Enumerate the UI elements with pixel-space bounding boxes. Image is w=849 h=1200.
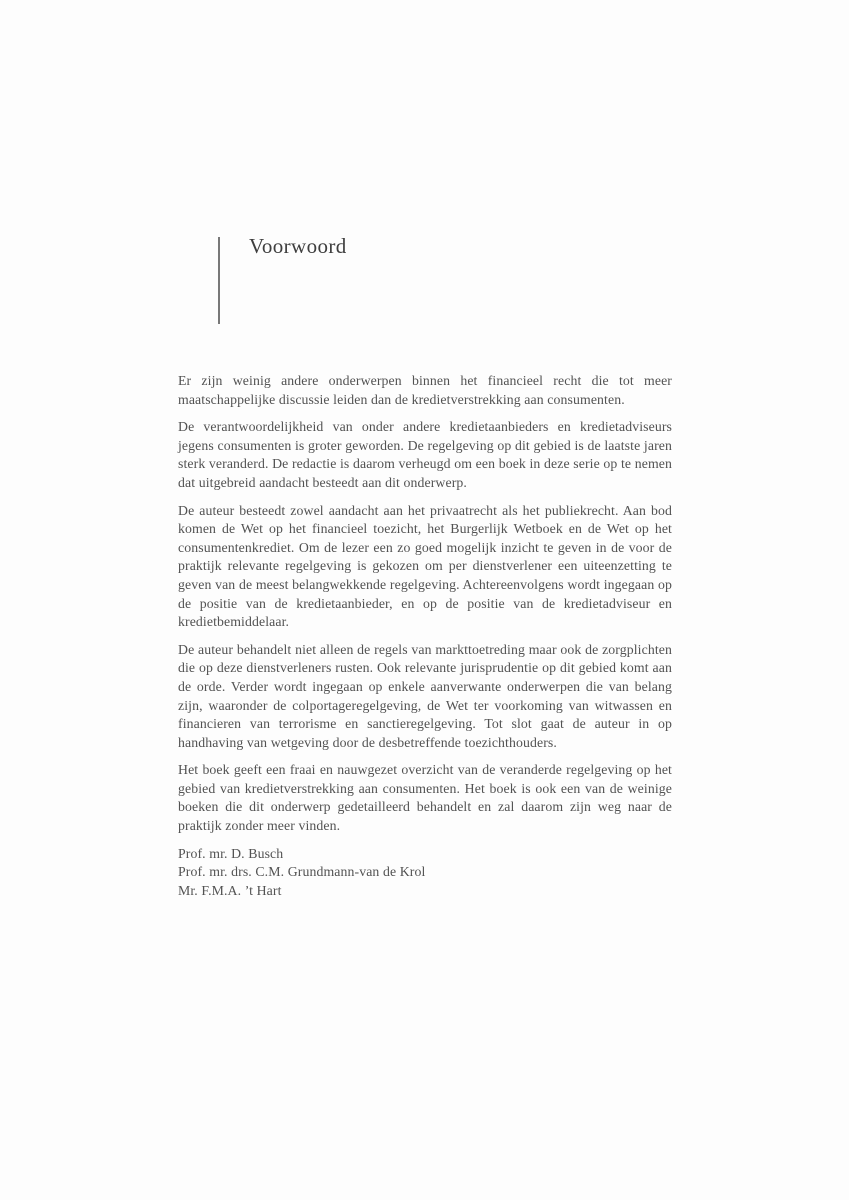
foreword-paragraph-1: Er zijn weinig andere onderwerpen binnen het financieel recht die tot meer maatschappelijke discussie leiden dan de kredietverstrekking aan consumenten. [178, 373, 672, 407]
foreword-paragraph-2: De verantwoordelijkheid van onder andere kredietaanbieders en kredietadviseurs jegens consumenten is groter geworden. De regelgeving op dit gebied is de laatste jaren sterk veranderd. De redactie is daarom verheugd om een boek in deze serie op te nemen dat uitgebreid aandacht besteedt aan dit onderwerp. [178, 419, 672, 490]
signature-block [178, 845, 672, 901]
chapter-title-block [218, 234, 347, 259]
foreword-paragraph-4: De auteur behandelt niet alleen de regels van markttoetreding maar ook de zorgplichten die op deze dienstverleners rusten. Ook relevante jurisprudentie op dit gebied komt aan de orde. Verder wordt ingegaan op enkele aanverwante onderwerpen die van belang zijn, waaronder de colportageregelgeving, de Wet ter voorkoming van witwassen en financieren van terrorisme en sanctieregelgeving. Tot slot gaat de auteur in op handhaving van wetgeving door de desbetreffende toezichthouders. [178, 641, 672, 750]
signature-line-1: Prof. mr. D. Busch [178, 845, 284, 861]
foreword-body [178, 372, 672, 900]
foreword-paragraph-3: De auteur besteedt zowel aandacht aan het privaatrecht als het publiekrecht. Aan bod komen de Wet op het financieel toezicht, het Burgerlijk Wetboek en de Wet op het consumentenkrediet. Om de lezer een zo goed mogelijk inzicht te geven in de voor de praktijk relevante regelgeving is gekozen om per dienstverlener een uiteenzetting te geven van de meest belangwekkende regelgeving. Achtereenvolgens wordt ingegaan op de positie van de kredietaanbieder, en op de positie van de kredietadviseur en kredietbemiddelaar. [178, 502, 672, 630]
page-title: Voorwoord [249, 234, 347, 258]
signature-line-3: Mr. F.M.A. ’t Hart [178, 882, 282, 898]
foreword-paragraph-5: Het boek geeft een fraai en nauwgezet overzicht van de veranderde regelgeving op het gebied van kredietverstrekking aan consumenten. Het boek is ook een van de weinige boeken die dit onderwerp gedetailleerd behandelt en zal daarom zijn weg naar de praktijk zonder meer vinden. [178, 762, 672, 834]
signature-line-2: Prof. mr. drs. C.M. Grundmann-van de Krol [178, 864, 426, 880]
title-vertical-rule [218, 237, 220, 324]
